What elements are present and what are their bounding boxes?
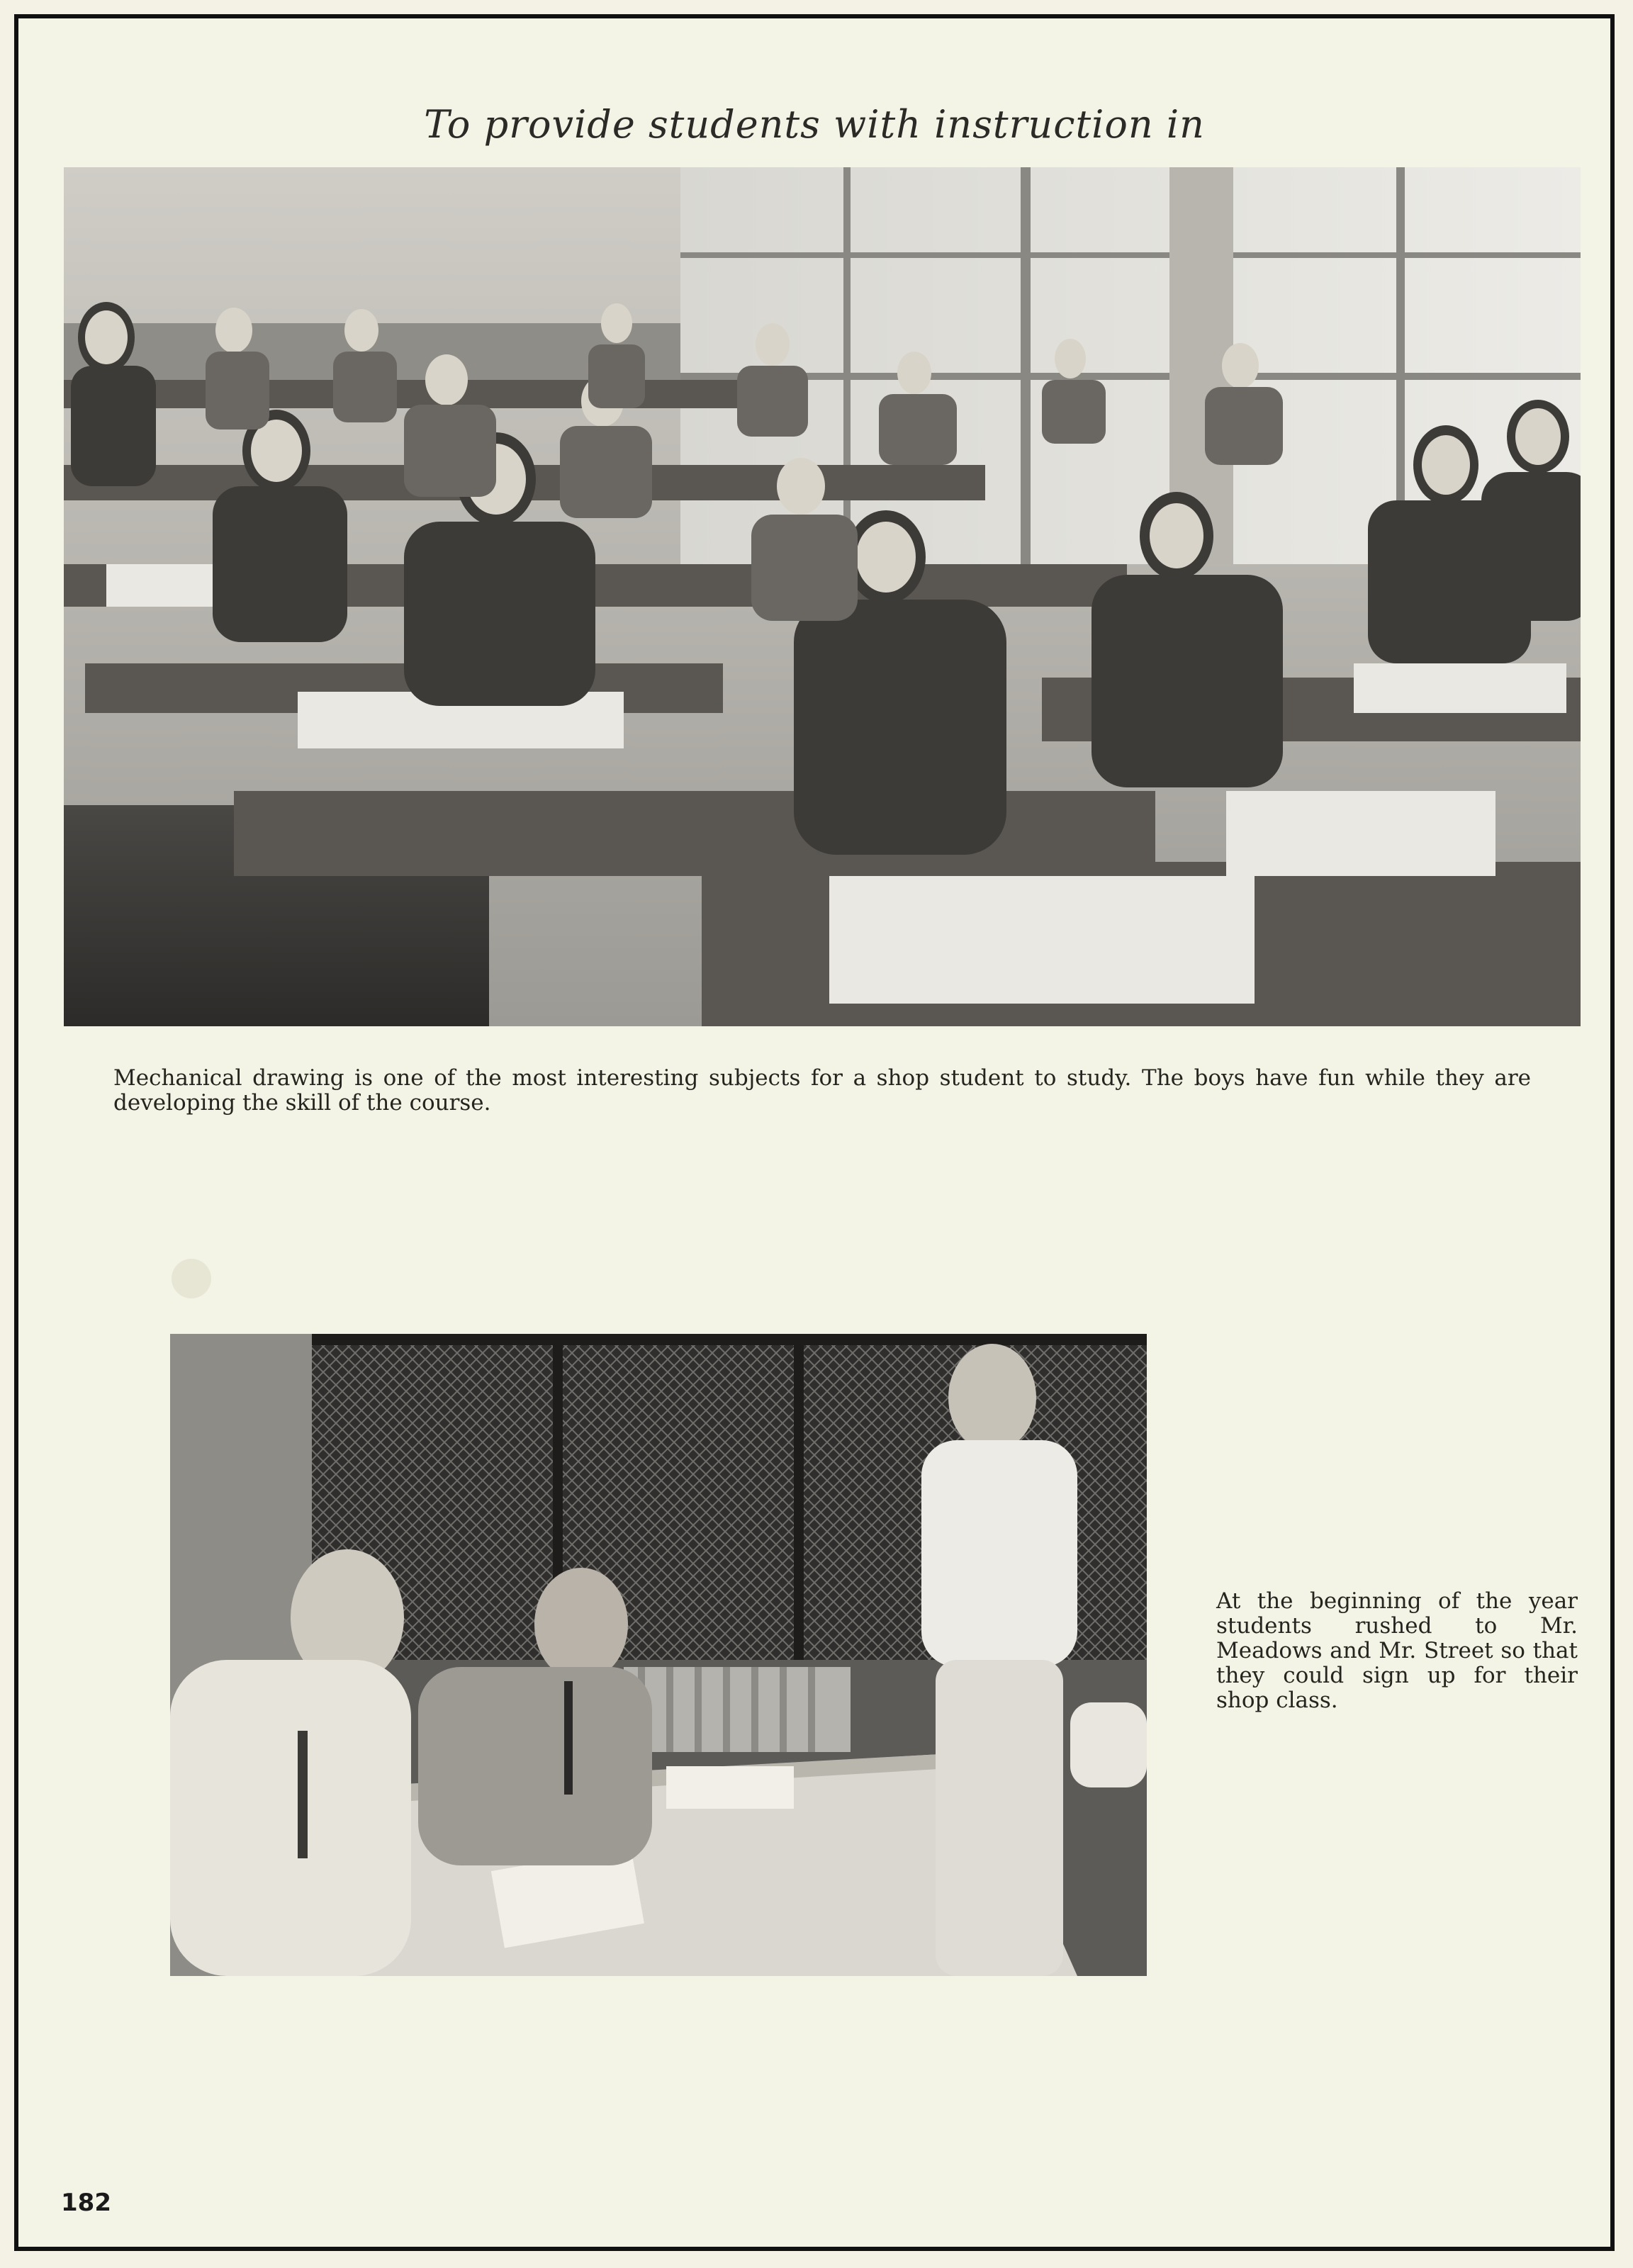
signup-photo-image xyxy=(170,1334,1147,1976)
yearbook-page xyxy=(14,14,1615,2251)
classroom-photo xyxy=(64,167,1581,1026)
top-photo-caption: Mechanical drawing is one of the most interesting subjects for a shop student to study. The boys have fun while they are developing the skill of the course. xyxy=(113,1065,1531,1116)
bottom-photo-caption: At the beginning of the year students rushed to Mr. Meadows and Mr. Street so that they could sign up for their shop class. xyxy=(1216,1588,1578,1713)
page-heading: To provide students with instruction in xyxy=(424,102,1205,147)
page-number: 182 xyxy=(61,2189,111,2217)
signup-photo xyxy=(170,1334,1147,1976)
embossed-seal xyxy=(172,1259,211,1298)
classroom-photo-image xyxy=(64,167,1581,1026)
